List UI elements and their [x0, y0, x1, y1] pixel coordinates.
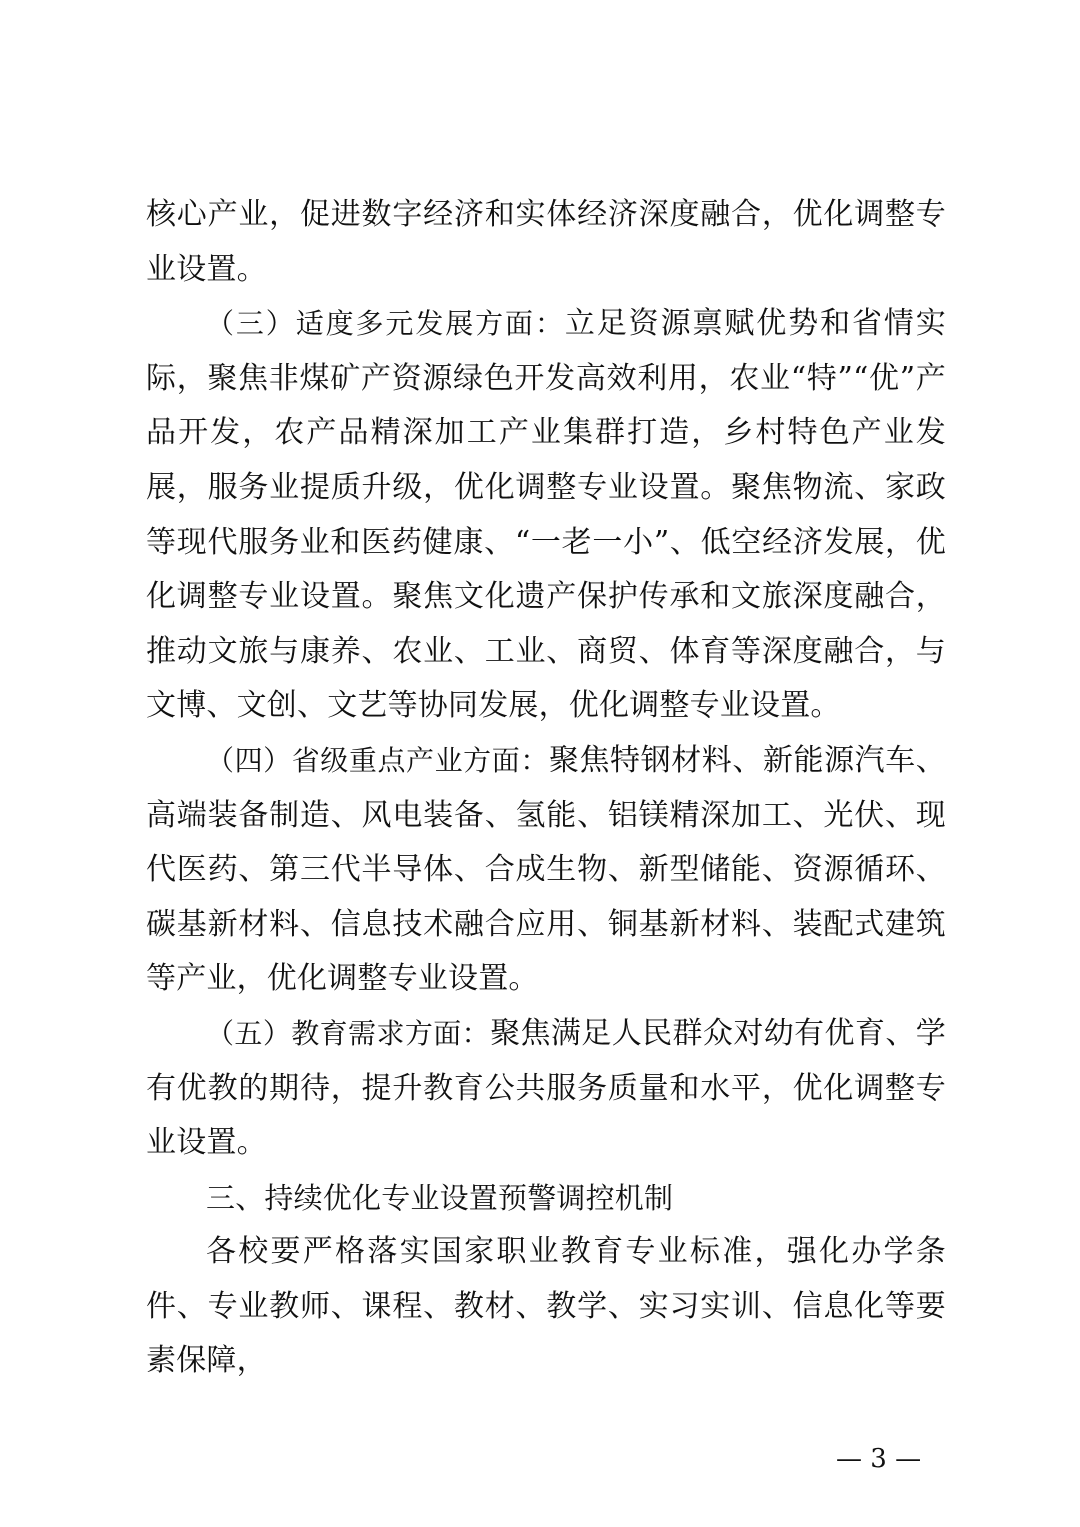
document-body: [146, 188, 946, 1389]
section-heading: 三、持续优化专业设置预警调控机制: [206, 1180, 674, 1215]
paragraph-text: 核心产业，促进数字经济和实体经济深度融合，优化调整专业设置。: [146, 197, 946, 287]
paragraph-lead: （三）适度多元发展方面：: [206, 307, 565, 341]
paragraph-text: 各校要严格落实国家职业教育专业标准，强化办学条件、专业教师、课程、教材、教学、实习实训、信息化等要素保障，: [146, 1234, 946, 1379]
paragraph-continuation: [146, 188, 946, 297]
paragraph-lead: （五）教育需求方面：: [206, 1016, 491, 1050]
page-number: — 3 —: [836, 1444, 922, 1474]
paragraph-education-demand: [146, 1007, 946, 1171]
paragraph-text: 聚焦特钢材料、新能源汽车、高端装备制造、风电装备、氢能、铝镁精深加工、光伏、现代医药、第三代半导体、合成生物、新型储能、资源循环、碳基新材料、信息技术融合应用、铜基新材料、装配式建筑等产业，优化调整专业设置。: [146, 742, 946, 997]
paragraph-closing: [146, 1225, 946, 1389]
paragraph-text: 立足资源禀赋优势和省情实际，聚焦非煤矿产资源绿色开发高效利用，农业“特”“优”产品开发，农产品精深加工产业集群打造，乡村特色产业发展，服务业提质升级，优化调整专业设置。聚焦物流、家政等现代服务业和医药健康、“一老一小”、低空经济发展，优化调整专业设置。聚焦文化遗产保护传承和文旅深度融合，推动文旅与康养、农业、工业、商贸、体育等深度融合，与文博、文创、文艺等协同发展，优化调整专业设置。: [146, 306, 947, 724]
paragraph-text: 聚焦满足人民群众对幼有优育、学有优教的期待，提升教育公共服务质量和水平，优化调整专业设置。: [146, 1015, 946, 1161]
paragraph-lead: （四）省级重点产业方面：: [206, 743, 549, 777]
paragraph-diverse-development: [146, 297, 946, 734]
paragraph-provincial-industries: [146, 734, 946, 1007]
